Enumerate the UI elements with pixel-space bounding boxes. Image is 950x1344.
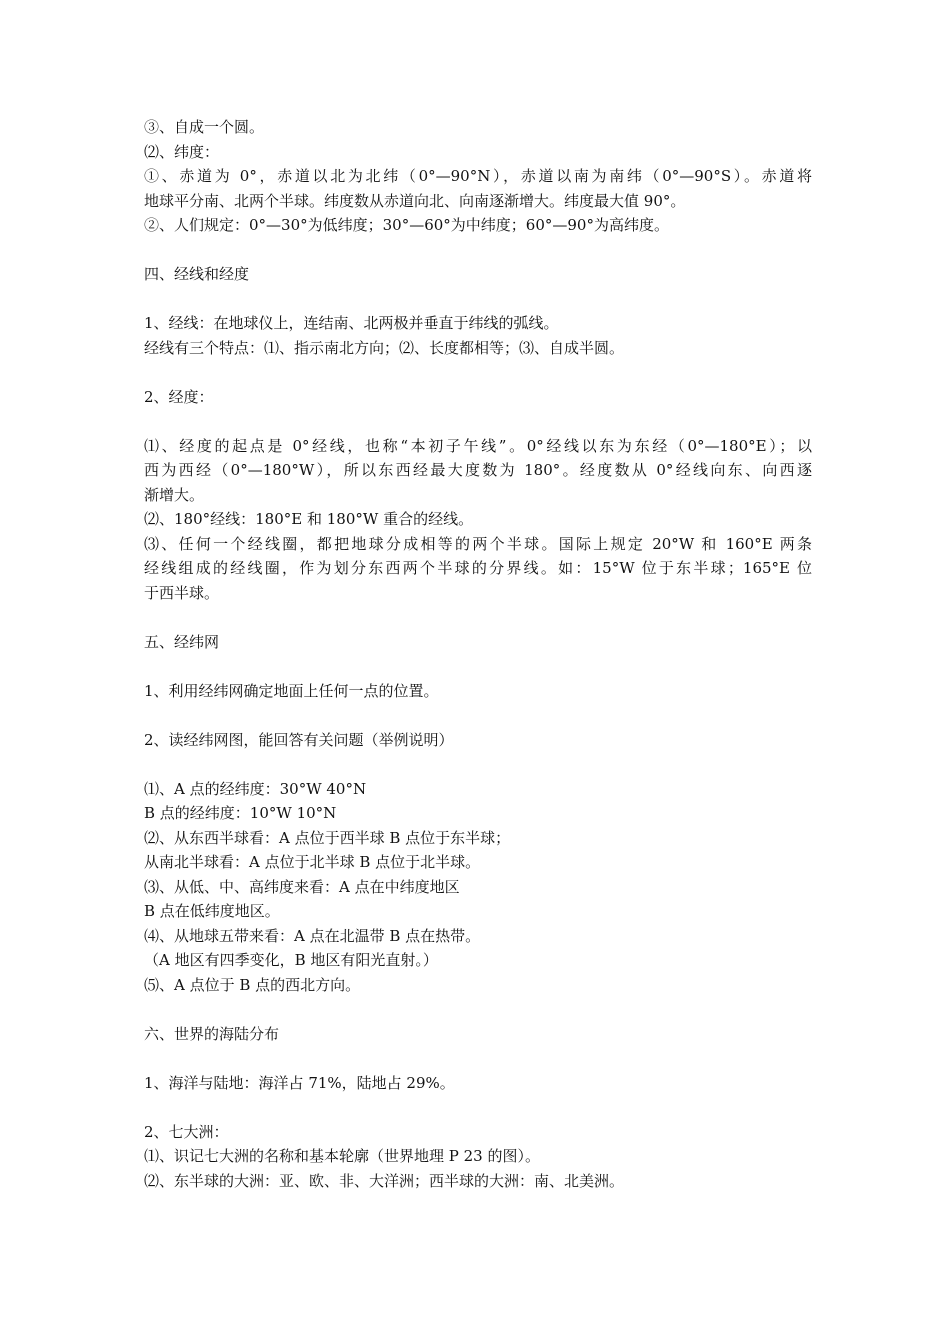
text-line: ②、人们规定：0°—30°为低纬度；30°—60°为中纬度；60°—90°为高纬度。 <box>144 216 669 234</box>
text-line: 从南北半球看：A 点位于北半球 B 点位于北半球。 <box>144 853 481 871</box>
blank-line <box>144 238 812 263</box>
text-line: ⑵、从东西半球看：A 点位于西半球 B 点位于东半球； <box>144 828 511 847</box>
text-line: ⑴、识记七大洲的名称和基本轮廓（世界地理 P 23 的图）。 <box>144 1147 540 1165</box>
text-line: ⑶、任何一个经线圈，都把地球分成相等的两个半球。国际上规定 20°W 和 160°E 两条 <box>144 534 812 553</box>
text-line: ⑷、从地球五带来看：A 点在北温带 B 点在热带。 <box>144 926 481 945</box>
blank-line <box>144 605 812 630</box>
text-line: 2、经度： <box>144 387 214 406</box>
text-line: ⑸、A 点位于 B 点的西北方向。 <box>144 975 361 994</box>
text-line: 六、世界的海陆分布 <box>144 1024 280 1043</box>
text-line: 经线有三个特点：⑴、指示南北方向；⑵、长度都相等；⑶、自成半圆。 <box>144 338 625 357</box>
text-line: B 点在低纬度地区。 <box>144 902 280 920</box>
text-line: 1、利用经纬网确定地面上任何一点的位置。 <box>144 681 439 700</box>
blank-line <box>144 1095 812 1120</box>
text-line: 1、海洋与陆地：海洋占 71%，陆地占 29%。 <box>144 1073 455 1092</box>
blank-line <box>144 997 812 1022</box>
text-line: 2、七大洲： <box>144 1122 229 1141</box>
blank-line <box>144 409 812 434</box>
blank-line <box>144 1046 812 1071</box>
text-line: 地球平分南、北两个半球。纬度数从赤道向北、向南逐渐增大。纬度最大值 90°。 <box>144 191 686 210</box>
text-line: ⑴、经度的起点是 0°经线，也称“本初子午线”。0°经线以东为东经（0°—180°E）；以 <box>144 436 812 455</box>
text-line: 四、经线和经度 <box>144 265 250 283</box>
text-line: 经线组成的经线圈，作为划分东西两个半球的分界线。如：15°W 位于东半球；165°E 位 <box>144 559 812 577</box>
document-body <box>144 115 812 1193</box>
text-line: （A 地区有四季变化，B 地区有阳光直射。） <box>144 951 438 969</box>
text-line: ③、自成一个圆。 <box>144 118 265 136</box>
text-line: 五、经纬网 <box>144 632 220 651</box>
blank-line <box>144 287 812 312</box>
text-line: 1、经线：在地球仪上，连结南、北两极并垂直于纬线的弧线。 <box>144 314 559 332</box>
text-line: B 点的经纬度：10°W 10°N <box>144 804 337 822</box>
text-line: ⑵、东半球的大洲：亚、欧、非、大洋洲；西半球的大洲：南、北美洲。 <box>144 1171 625 1190</box>
text-line: ⑴、A 点的经纬度：30°W 40°N <box>144 779 367 798</box>
text-line: 于西半球。 <box>144 583 220 602</box>
text-line: ⑵、纬度： <box>144 142 220 161</box>
text-line: 渐增大。 <box>144 485 205 504</box>
blank-line <box>144 703 812 728</box>
text-line: 2、读经纬网图，能回答有关问题（举例说明） <box>144 730 454 749</box>
text-line: ⑶、从低、中、高纬度来看：A 点在中纬度地区 <box>144 877 460 896</box>
text-line: ⑵、180°经线：180°E 和 180°W 重合的经线。 <box>144 510 474 528</box>
blank-line <box>144 360 812 385</box>
text-line: 西为西经（0°—180°W），所以东西经最大度数为 180°。经度数从 0°经线向东、向西逐 <box>144 461 812 479</box>
blank-line <box>144 752 812 777</box>
text-line: ①、赤道为 0°，赤道以北为北纬（0°—90°N），赤道以南为南纬（0°—90°S）。赤道将 <box>144 167 812 185</box>
blank-line <box>144 654 812 679</box>
